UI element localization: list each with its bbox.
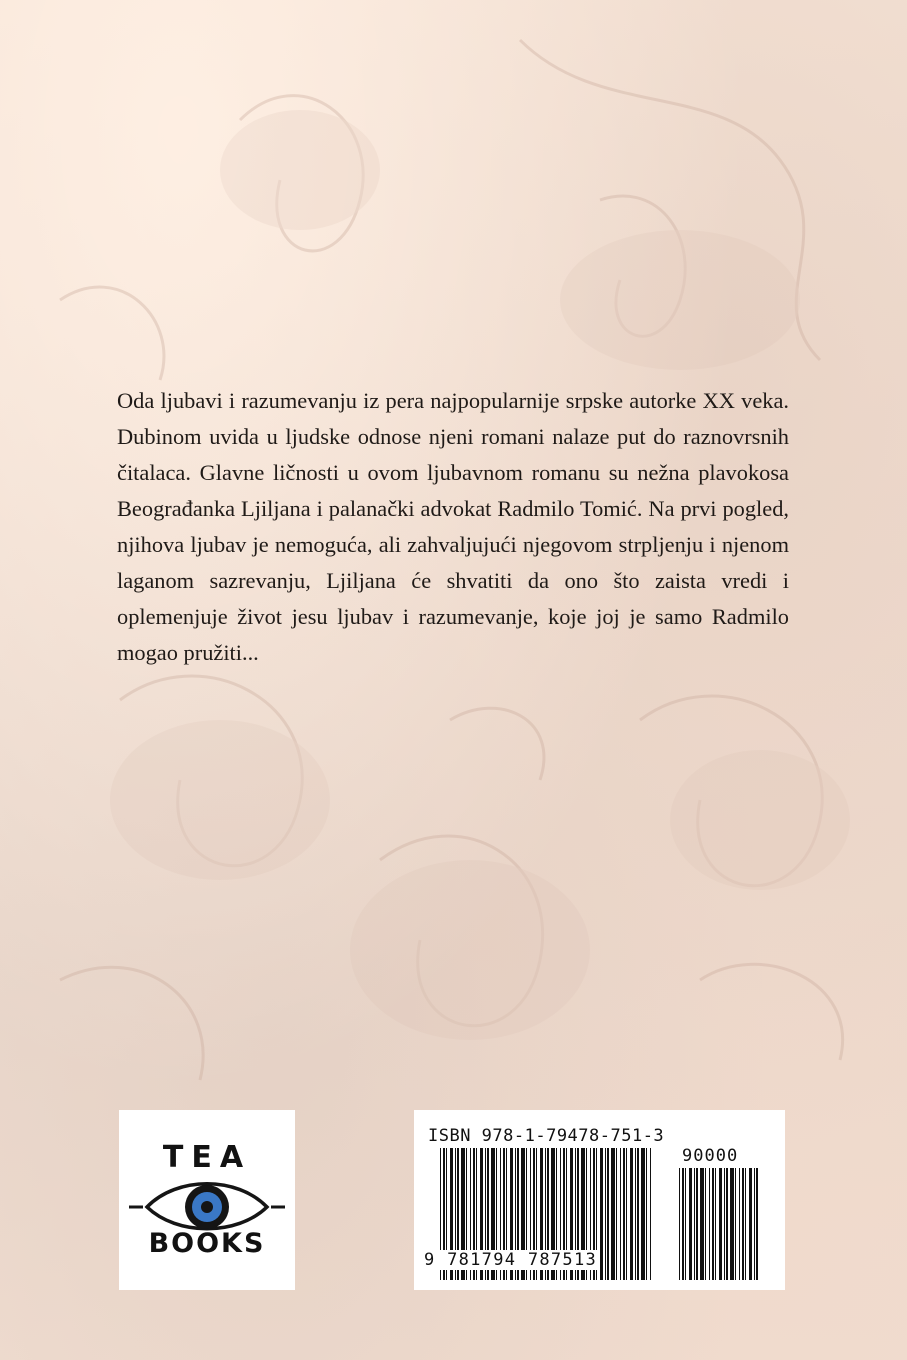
barcode-bar — [739, 1168, 740, 1280]
barcode-bar — [705, 1168, 706, 1280]
barcode-bar — [682, 1168, 684, 1280]
barcode-bar — [620, 1148, 621, 1280]
barcode-bar — [623, 1148, 625, 1280]
barcode-bar — [749, 1168, 752, 1280]
book-description: Oda ljubavi i razumevanju iz pera najpopularnije srpske autorke XX veka. Dubinom uvida u ljudske odnose njeni romani nalaze put do raznovrsnih čitalaca. Glavne ličnosti u ovom ljubavnom romanu su nežna plavokosa Beograđanka Ljiljana i palanački advokat Radmilo Tomić. Na prvi pogled, njihova ljubav je nemoguća, ali zahvaljujući njegovom strpljenju i njenom laganom sazrevanju, Ljiljana će shvatiti da ono što zaista vredi i oplemenjuje život jesu ljubav i razumevanje, koje joj je samo Radmilo mogao pružiti... — [117, 388, 789, 665]
barcode-bar — [635, 1148, 636, 1280]
barcode-bar — [685, 1168, 686, 1280]
barcode-bar — [754, 1168, 755, 1280]
barcode-bar — [745, 1168, 746, 1280]
barcode-bar — [630, 1148, 633, 1280]
barcode-bar — [709, 1168, 710, 1280]
barcode-bar — [611, 1148, 615, 1280]
barcode-bar — [646, 1148, 647, 1280]
barcode-bar — [724, 1168, 725, 1280]
barcode-bar — [605, 1148, 606, 1280]
barcode-bar — [712, 1168, 714, 1280]
logo-text-top: TEA — [162, 1140, 252, 1175]
barcode-bar — [756, 1168, 758, 1280]
barcode-bar — [730, 1168, 734, 1280]
barcode-bar — [735, 1168, 736, 1280]
isbn-label: ISBN 978-1-79478-751-3 — [428, 1126, 665, 1146]
barcode-bar — [689, 1168, 692, 1280]
barcode-bar — [719, 1168, 722, 1280]
barcode-bar — [600, 1148, 603, 1280]
barcode-bar — [700, 1168, 704, 1280]
eye-icon — [119, 1110, 295, 1290]
barcode-bar — [637, 1148, 639, 1280]
barcode-bar — [726, 1168, 728, 1280]
barcode-bar — [694, 1168, 695, 1280]
barcode-bar — [742, 1168, 744, 1280]
barcode-addon-code: 90000 — [682, 1146, 739, 1166]
logo-text-bottom: BOOKS — [148, 1228, 266, 1259]
barcode-bar — [641, 1148, 645, 1280]
barcode-bar — [616, 1148, 617, 1280]
barcode-bar — [679, 1168, 680, 1280]
barcode-bar — [626, 1148, 627, 1280]
barcode-bar — [607, 1148, 609, 1280]
isbn-barcode — [414, 1110, 785, 1290]
barcode-digits: 9 781794 787513 — [424, 1250, 598, 1270]
barcode-bar — [650, 1148, 651, 1280]
barcode-bar — [696, 1168, 698, 1280]
publisher-logo — [119, 1110, 295, 1290]
barcode-bar — [715, 1168, 716, 1280]
